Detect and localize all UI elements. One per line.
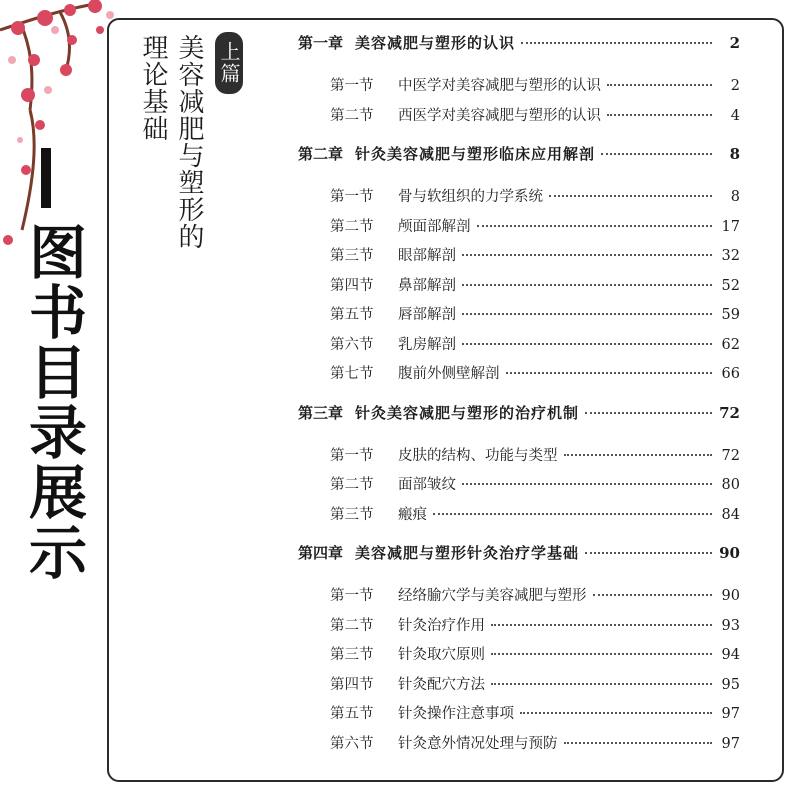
section-page-number: 80 <box>721 477 740 493</box>
section-number: 第七节 <box>330 366 374 382</box>
section-title: 瘢痕 <box>398 506 427 523</box>
dot-leader <box>549 195 712 197</box>
section-page-number: 66 <box>721 366 740 382</box>
dot-leader <box>585 552 712 554</box>
dot-leader <box>585 412 712 414</box>
section-number: 第二节 <box>330 477 374 493</box>
dot-leader <box>462 313 712 315</box>
dot-leader <box>433 513 712 515</box>
chapter-title: 美容减肥与塑形的认识 <box>355 34 516 52</box>
section-number: 第二节 <box>330 107 374 124</box>
chapter-gap <box>298 532 740 542</box>
chapter-number: 第一章 <box>298 34 344 52</box>
chapter-page-number: 72 <box>719 403 740 422</box>
dot-leader <box>564 742 713 744</box>
section-row[interactable] <box>298 643 740 673</box>
dot-leader <box>601 153 712 155</box>
section-number: 第六节 <box>330 336 374 353</box>
section-page-number: 90 <box>721 588 740 604</box>
section-number: 第三节 <box>330 647 374 663</box>
chapter-row[interactable] <box>298 402 740 430</box>
dot-leader <box>462 483 712 485</box>
section-number: 第六节 <box>330 735 374 752</box>
chapter-row[interactable] <box>298 542 740 570</box>
dot-leader <box>520 712 712 714</box>
section-row[interactable] <box>298 333 740 363</box>
section-title: 乳房解剖 <box>398 336 456 353</box>
section-page-number: 94 <box>721 647 740 663</box>
section-row[interactable] <box>298 274 740 304</box>
section-title: 针灸操作注意事项 <box>398 706 514 722</box>
section-row[interactable] <box>298 215 740 245</box>
section-page-number: 17 <box>721 218 740 235</box>
section-page-number: 8 <box>730 189 740 205</box>
section-row[interactable] <box>298 584 740 614</box>
section-page-number: 4 <box>730 107 740 124</box>
part-title-line1: 美容减肥与塑形的 <box>174 34 204 250</box>
section-number: 第一节 <box>330 588 374 604</box>
section-page-number: 97 <box>721 735 740 752</box>
section-row[interactable] <box>298 503 740 533</box>
section-page-number: 84 <box>721 506 740 523</box>
banner-dash <box>41 148 51 208</box>
chapter-title: 针灸美容减肥与塑形的治疗机制 <box>355 403 580 422</box>
section-row[interactable] <box>298 244 740 274</box>
section-page-number: 72 <box>721 447 740 464</box>
dot-leader <box>593 594 713 596</box>
chapter-number: 第四章 <box>298 544 344 562</box>
chapter-title: 针灸美容减肥与塑形临床应用解剖 <box>355 145 596 163</box>
section-title: 经络腧穴学与美容减肥与塑形 <box>398 588 587 604</box>
section-row[interactable] <box>298 104 740 134</box>
section-row[interactable] <box>298 673 740 703</box>
section-row[interactable] <box>298 732 740 762</box>
section-page-number: 62 <box>721 336 740 353</box>
section-title: 眼部解剖 <box>398 248 456 264</box>
section-title: 针灸意外情况处理与预防 <box>398 735 558 752</box>
section-number: 第四节 <box>330 277 374 294</box>
section-page-number: 32 <box>721 248 740 264</box>
section-title: 骨与软组织的力学系统 <box>398 189 543 205</box>
section-row[interactable] <box>298 185 740 215</box>
section-number: 第五节 <box>330 307 374 323</box>
table-of-contents <box>298 32 740 761</box>
section-title: 皮肤的结构、功能与类型 <box>398 447 558 464</box>
dot-leader <box>491 683 712 685</box>
section-title: 腹前外侧壁解剖 <box>398 366 500 382</box>
section-title: 中医学对美容减肥与塑形的认识 <box>398 78 601 94</box>
section-row[interactable] <box>298 74 740 104</box>
chapter-page-number: 90 <box>719 544 740 562</box>
chapter-page-number: 8 <box>729 145 740 163</box>
dot-leader <box>491 624 712 626</box>
chapter-row[interactable] <box>298 143 740 171</box>
section-title: 针灸取穴原则 <box>398 647 485 663</box>
section-number: 第二节 <box>330 617 374 634</box>
section-title: 针灸治疗作用 <box>398 617 485 634</box>
section-title: 鼻部解剖 <box>398 277 456 294</box>
section-page-number: 2 <box>730 78 740 94</box>
dot-leader <box>607 114 712 116</box>
dot-leader <box>462 343 712 345</box>
section-row[interactable] <box>298 362 740 392</box>
section-number: 第三节 <box>330 248 374 264</box>
section-number: 第一节 <box>330 78 374 94</box>
section-number: 第一节 <box>330 447 374 464</box>
section-row[interactable] <box>298 473 740 503</box>
section-row[interactable] <box>298 444 740 474</box>
section-title: 西医学对美容减肥与塑形的认识 <box>398 107 601 124</box>
chapter-number: 第二章 <box>298 145 344 163</box>
chapter-page-number: 2 <box>729 34 740 52</box>
section-title: 面部皱纹 <box>398 477 456 493</box>
section-title: 唇部解剖 <box>398 307 456 323</box>
dot-leader <box>491 653 712 655</box>
section-page-number: 93 <box>721 617 740 634</box>
section-page-number: 95 <box>721 676 740 693</box>
chapter-number: 第三章 <box>298 403 344 422</box>
chapter-gap <box>298 133 740 143</box>
dot-leader <box>506 372 713 374</box>
chapter-row[interactable] <box>298 32 740 60</box>
section-row[interactable] <box>298 702 740 732</box>
section-number: 第三节 <box>330 506 374 523</box>
section-title: 颅面部解剖 <box>398 218 471 235</box>
section-title: 针灸配穴方法 <box>398 676 485 693</box>
part-title-line2: 理论基础 <box>138 34 168 142</box>
dot-leader <box>521 42 712 44</box>
chapter-title: 美容减肥与塑形针灸治疗学基础 <box>355 544 580 562</box>
dot-leader <box>607 84 712 86</box>
part-badge: 上篇 <box>215 32 243 94</box>
section-page-number: 52 <box>721 277 740 294</box>
banner-title: 图书目录展示 <box>19 222 87 582</box>
dot-leader <box>564 454 713 456</box>
section-number: 第五节 <box>330 706 374 722</box>
section-row[interactable] <box>298 303 740 333</box>
chapter-gap <box>298 392 740 402</box>
section-row[interactable] <box>298 614 740 644</box>
section-number: 第二节 <box>330 218 374 235</box>
dot-leader <box>462 284 712 286</box>
section-page-number: 97 <box>721 706 740 722</box>
dot-leader <box>477 225 713 227</box>
section-page-number: 59 <box>721 307 740 323</box>
section-number: 第四节 <box>330 676 374 693</box>
dot-leader <box>462 254 712 256</box>
section-number: 第一节 <box>330 189 374 205</box>
